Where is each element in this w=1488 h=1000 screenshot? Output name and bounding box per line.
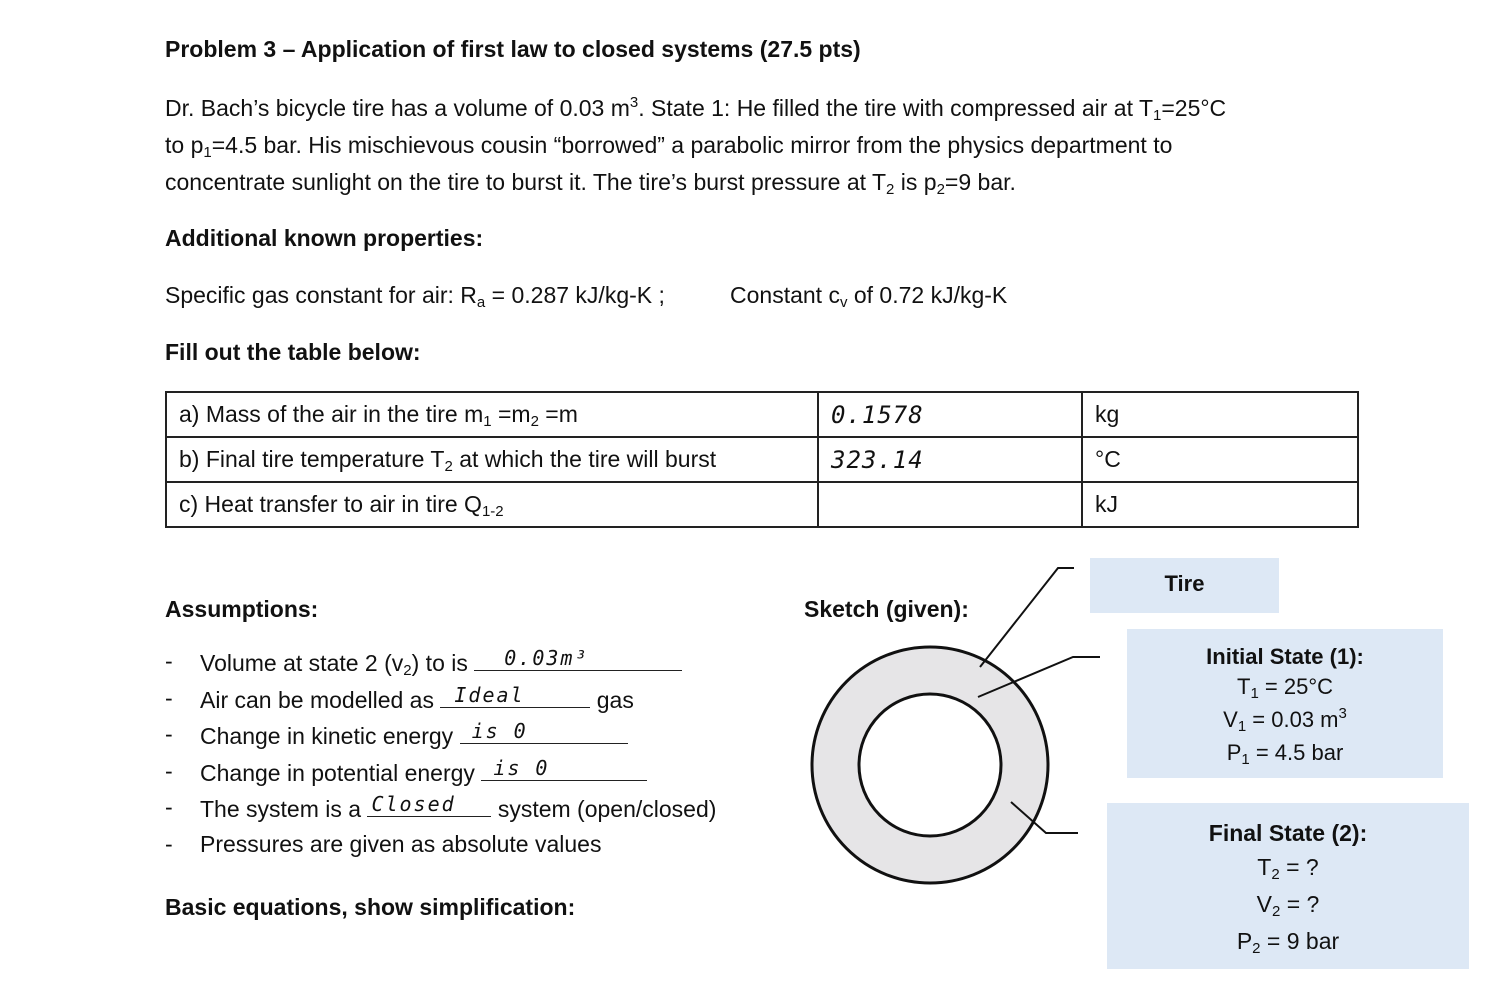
fill-table-heading: Fill out the table below: [165, 339, 421, 365]
problem-title: Problem 3 – Application of first law to closed systems (27.5 pts) [165, 36, 861, 62]
cv-text: Constant $c_v$ of 0.72 kJ/kg-K [730, 282, 1008, 311]
tire-inner-rim [859, 694, 1001, 836]
initial-temperature: $T_1 = 25^\circ C$ [1236, 674, 1334, 702]
row-unit: kg [1082, 392, 1358, 437]
tire-label-box: Tire [1090, 558, 1279, 613]
gas-model-blank[interactable]: Ideal [440, 685, 590, 708]
row-unit: °C [1082, 437, 1358, 482]
initial-pressure: $P_1 = 4.5$ bar [1226, 740, 1344, 768]
potential-energy-blank[interactable]: is 0 [481, 758, 647, 781]
final-state-heading: Final State (2): [1208, 820, 1368, 846]
final-temperature: $T_2$ = ? [1257, 854, 1319, 883]
system-type-blank[interactable]: Closed [367, 794, 491, 817]
kinetic-energy-blank[interactable]: is 0 [460, 721, 628, 744]
final-pressure: $P_2 = 9$ bar [1236, 928, 1340, 957]
temperature-answer-cell[interactable]: 323.14 [818, 437, 1082, 482]
initial-volume: $V_1 = 0.03$ $m^3$ [1223, 705, 1347, 735]
row-unit: kJ [1082, 482, 1358, 527]
assumptions-heading: Assumptions: [165, 596, 319, 622]
initial-state-heading: Initial State (1): [1206, 644, 1364, 669]
gas-constant-text: Specific gas constant for air: $R_a = 0.287$ kJ/kg-K ; [165, 282, 665, 311]
mass-answer-cell[interactable]: 0.1578 [818, 392, 1082, 437]
row-label: b) Final tire temperature $T_2$ at which the tire will burst [166, 437, 818, 482]
problem-statement: Dr. Bach’s bicycle tire has a volume of 0.03 $m^3$. State 1: He filled the tire with compressed air at $T_1=25^\circ C$ to $p_1=4.5$ bar. His mischievous cousin “borrowed” a parabolic mirror from the physics department to concentrate sunlight on the tire to burst it. The tire’s burst pressure at $T_2$ is $p_2=9$ bar. [165, 94, 1227, 198]
initial-state-box [1127, 629, 1443, 778]
tire-leader-line [980, 568, 1074, 667]
volume-answer-blank[interactable]: 0.03m³ [474, 648, 682, 671]
equations-heading: Basic equations, show simplification: [165, 894, 576, 920]
final-volume: $V_2$ = ? [1256, 891, 1320, 920]
additional-properties-heading: Additional known properties: [165, 225, 484, 251]
sketch-heading: Sketch (given): [804, 596, 969, 622]
row-label: c) Heat transfer to air in tire $Q_{1-2}$ [166, 482, 818, 527]
final-state-box [1107, 803, 1469, 969]
row-label: a) Mass of the air in the tire $m_1 =m_2 =m$ [166, 392, 818, 437]
